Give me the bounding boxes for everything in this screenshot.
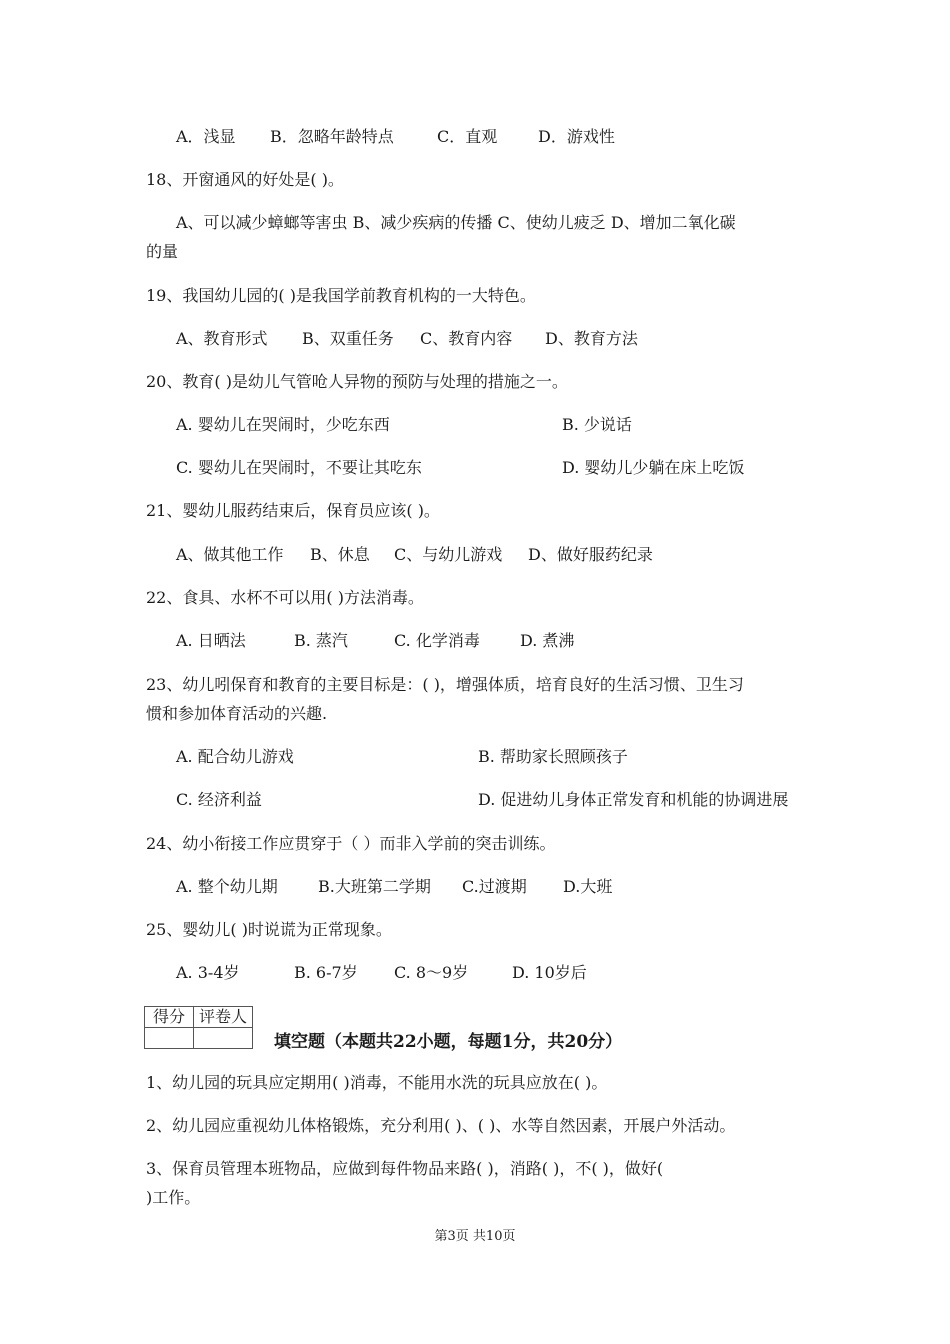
q21-option-a: A、做其他工作 xyxy=(176,545,284,564)
q25-option-b: B. 6-7岁 xyxy=(294,963,358,982)
fill-question-3: 3、保育员管理本班物品，应做到每件物品来路( )，消路( )，不( )，做好( xyxy=(146,1159,664,1178)
q25-option-d: D. 10岁后 xyxy=(512,963,587,982)
score-cell xyxy=(145,1028,194,1049)
q18-options-wrap: 的量 xyxy=(146,242,179,261)
q20-option-c: C. 婴幼儿在哭闹时，不要让其吃东 xyxy=(176,458,422,477)
grader-cell xyxy=(194,1028,253,1049)
q21-option-d: D、做好服药纪录 xyxy=(528,545,653,564)
q22-option-d: D. 煮沸 xyxy=(520,631,575,650)
fill-question-3-wrap: )工作。 xyxy=(146,1188,201,1207)
q22-stem: 22、食具、水杯不可以用( )方法消毒。 xyxy=(146,588,424,607)
fill-question-1: 1、幼儿园的玩具应定期用( )消毒，不能用水洗的玩具应放在( )。 xyxy=(146,1073,608,1092)
grader-header: 评卷人 xyxy=(194,1007,253,1028)
q23-option-c: C. 经济利益 xyxy=(176,790,262,809)
q17-option-c: C．直观 xyxy=(437,127,498,146)
q20-option-a: A. 婴幼儿在哭闹时，少吃东西 xyxy=(176,415,390,434)
q24-option-a: A. 整个幼儿期 xyxy=(176,877,278,896)
q25-option-c: C. 8～9岁 xyxy=(394,963,469,982)
q23-option-a: A. 配合幼儿游戏 xyxy=(176,747,294,766)
q17-option-a: A．浅显 xyxy=(176,127,236,146)
q24-stem: 24、幼小衔接工作应贯穿于（ ）而非入学前的突击训练。 xyxy=(146,834,556,853)
q25-option-a: A. 3-4岁 xyxy=(176,963,240,982)
q23-option-d: D. 促进幼儿身体正常发育和机能的协调进展 xyxy=(478,790,789,809)
q19-stem: 19、我国幼儿园的( )是我国学前教育机构的一大特色。 xyxy=(146,286,536,305)
q20-option-b: B. 少说话 xyxy=(562,415,632,434)
q23-option-b: B. 帮助家长照顾孩子 xyxy=(478,747,628,766)
q21-option-b: B、休息 xyxy=(310,545,370,564)
q20-option-d: D. 婴幼儿少躺在床上吃饭 xyxy=(562,458,745,477)
q18-stem: 18、开窗通风的好处是( )。 xyxy=(146,170,344,189)
q19-option-a: A、教育形式 xyxy=(176,329,268,348)
q23-stem: 23、幼儿吲保育和教育的主要目标是：( )，增强体质，培育良好的生活习惯、卫生习 xyxy=(146,675,744,694)
page-number: 第3页 共10页 xyxy=(434,1229,516,1244)
q18-options: A、可以减少蟑螂等害虫 B、减少疾病的传播 C、使幼儿疲乏 D、增加二氧化碳 xyxy=(176,213,736,232)
q24-option-c: C.过渡期 xyxy=(462,877,527,896)
q24-option-d: D.大班 xyxy=(563,877,613,896)
score-table xyxy=(144,1006,253,1049)
q17-option-b: B．忽略年龄特点 xyxy=(270,127,394,146)
q25-stem: 25、婴幼儿( )时说谎为正常现象。 xyxy=(146,920,392,939)
q22-option-a: A. 日晒法 xyxy=(176,631,246,650)
q23-stem-wrap: 惯和参加体育活动的兴趣. xyxy=(146,704,328,723)
fill-question-2: 2、幼儿园应重视幼儿体格锻炼，充分利用( )、( )、水等自然因素，开展户外活动。 xyxy=(146,1116,736,1135)
section-title: 填空题（本题共22小题，每题1分，共20分） xyxy=(274,1032,623,1052)
q21-option-c: C、与幼儿游戏 xyxy=(394,545,503,564)
q17-option-d: D．游戏性 xyxy=(538,127,615,146)
q19-option-c: C、教育内容 xyxy=(420,329,513,348)
q22-option-b: B. 蒸汽 xyxy=(294,631,348,650)
q20-stem: 20、教育( )是幼儿气管呛人异物的预防与处理的措施之一。 xyxy=(146,372,568,391)
q24-option-b: B.大班第二学期 xyxy=(318,877,431,896)
q21-stem: 21、婴幼儿服药结束后，保育员应该( )。 xyxy=(146,501,440,520)
q19-option-b: B、双重任务 xyxy=(302,329,394,348)
q22-option-c: C. 化学消毒 xyxy=(394,631,480,650)
score-header: 得分 xyxy=(145,1007,194,1028)
q19-option-d: D、教育方法 xyxy=(545,329,638,348)
